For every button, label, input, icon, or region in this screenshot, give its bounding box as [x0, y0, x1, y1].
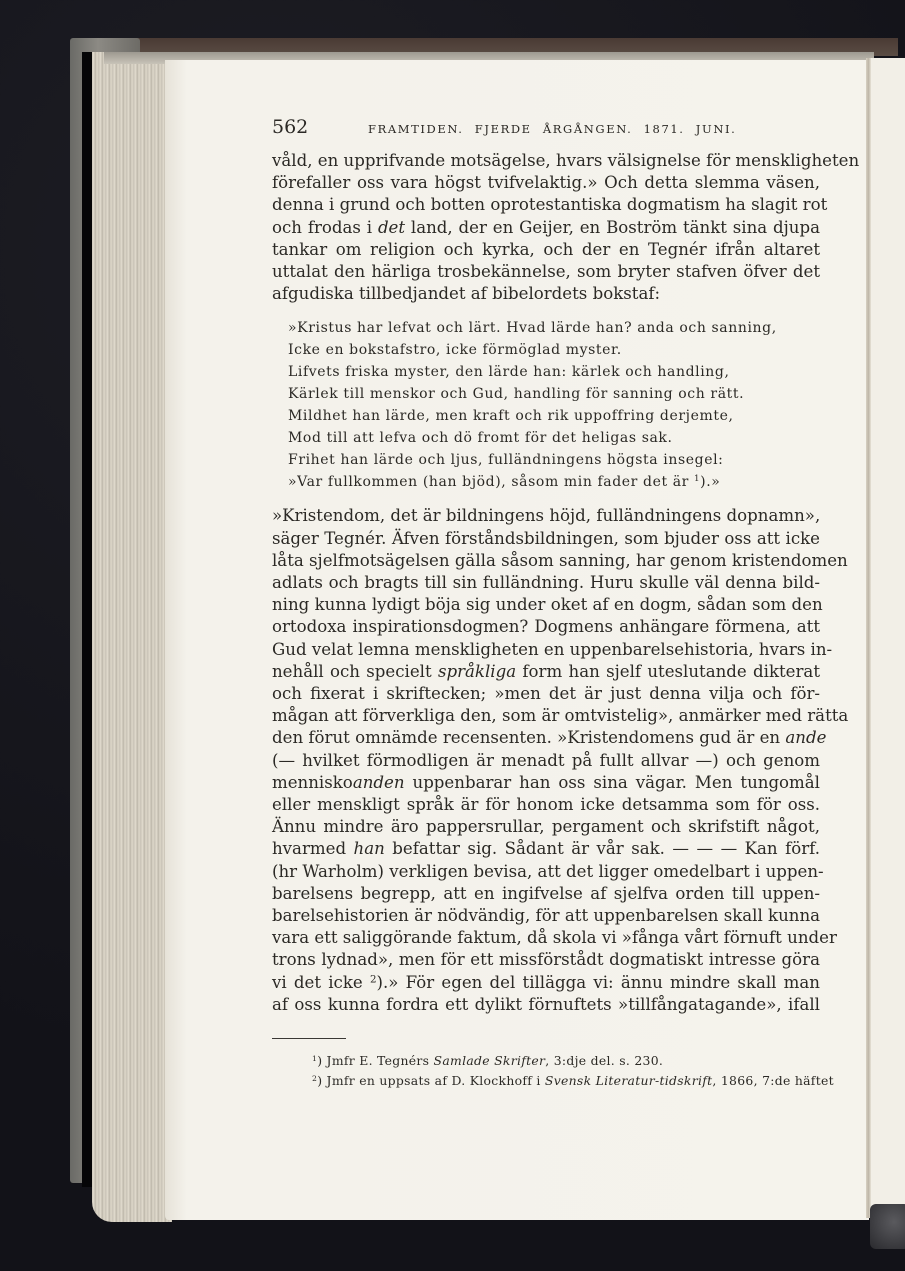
text-line: (— hvilket förmodligen är menadt på fullt allvar —) och genom	[272, 750, 820, 770]
text-line: ning kunna lydigt böja sig under oket af en dogm, sådan som den	[272, 595, 823, 615]
text-line: tankar om religion och kyrka, och der en Tegnér ifrån altaret	[272, 239, 820, 259]
text-line: Ännu mindre äro pappersrullar, pergament och skrifstift något,	[272, 817, 820, 837]
footnotes	[272, 1051, 834, 1091]
text-line: barelsens begrepp, att en ingifvelse af sjelfva orden till uppen-	[272, 883, 820, 903]
text-line: menniskoanden uppenbarar han oss sina vägar. Men tungomål	[272, 772, 820, 792]
text-line: och fixerat i skriftecken; »men det är just denna vilja och för-	[272, 684, 820, 704]
poem-quote	[288, 317, 820, 493]
text-line: ortodoxa inspirationsdogmen? Dogmens anhängare förmena, att	[272, 617, 820, 637]
poem-line: Frihet han lärde och ljus, fulländningens högsta insegel:	[288, 452, 724, 469]
text-line: låta sjelfmotsägelsen gälla såsom sanning, har genom kristendomen	[272, 550, 848, 570]
running-head-title: FRAMTIDEN. FJERDE ÅRGÅNGEN. 1871. JUNI.	[368, 122, 737, 136]
poem-line: Mildhet han lärde, men kraft och rik uppoffring derjemte,	[288, 408, 734, 425]
poem-line: Icke en bokstafstro, icke förmöglad myster.	[288, 342, 622, 359]
poem-line: Mod till att lefva och dö fromt för det heligas sak.	[288, 430, 673, 447]
footnote-ref-2[interactable]: 2	[369, 973, 377, 986]
poem-line: »Var fullkommen (han bjöd), såsom min fader det är $^1$).»	[288, 474, 721, 491]
facing-page	[871, 58, 905, 1208]
footnote-2: $^2$) Jmfr en uppsats af D. Klockhoff i Svensk Literatur-tidskrift, 1866, 7:de häftet	[312, 1073, 834, 1089]
text-line: adlats och bragts till sin fulländning. Huru skulle väl denna bild-	[272, 573, 820, 593]
text-line: barelsehistorien är nödvändig, för att uppenbarelsen skall kunna	[272, 906, 821, 926]
text-line: mågan att förverkliga den, som är omtvistelig», anmärker med rätta	[272, 706, 849, 726]
text-line: denna i grund och botten oprotestantiska dogmatism ha slagit rot	[272, 195, 828, 215]
footnote-ref-1[interactable]: 1	[694, 474, 701, 485]
page-content	[272, 116, 860, 1091]
poem-line: »Kristus har lefvat och lärt. Hvad lärde han? anda och sanning,	[288, 320, 777, 337]
text-line: förefaller oss vara högst tvifvelaktig.» Och detta slemma väsen,	[272, 173, 820, 193]
text-line: »Kristendom, det är bildningens höjd, fulländningens dopnamn»,	[272, 506, 821, 526]
text-line: vara ett saliggörande faktum, då skola vi »fånga vårt förnuft under	[272, 928, 837, 948]
footnote-1: $^1$) Jmfr E. Tegnérs Samlade Skrifter, 3:dje del. s. 230.	[312, 1053, 664, 1069]
page-stack-edge	[92, 52, 172, 1222]
text-line: den förut omnämde recensenten. »Kristendomens gud är en ande	[272, 728, 827, 748]
poem-line: Lifvets friska myster, den lärde han: kärlek och handling,	[288, 364, 730, 381]
page-number: 562	[272, 116, 309, 138]
text-line: Gud velat lemna menskligheten en uppenbarelsehistoria, hvars in-	[272, 639, 833, 659]
book-clasp	[870, 1204, 905, 1249]
text-line: trons lydnad», men för ett missförstådt dogmatiskt intresse göra	[272, 950, 820, 970]
paragraph-2	[272, 505, 849, 1016]
text-line: eller menskligt språk är för honom icke detsamma som för oss.	[272, 795, 820, 815]
text-line: (hr Warholm) verkligen bevisa, att det ligger omedelbart i uppen-	[272, 861, 824, 881]
text-line: säger Tegnér. Äfven förståndsbildningen, som bjuder oss att icke	[272, 528, 820, 548]
text-line: uttalat den härliga trosbekännelse, som bryter stafven öfver det	[272, 262, 820, 282]
text-line: nehåll och specielt språkliga form han sjelf uteslutande dikterat	[272, 661, 820, 681]
footnote-divider	[272, 1038, 346, 1039]
paragraph-1	[272, 150, 860, 305]
text-line: hvarmed han befattar sig. Sådant är vår sak. — — — Kan förf.	[272, 839, 820, 859]
running-head	[272, 116, 820, 138]
text-line: afgudiska tillbedjandet af bibelordets bokstaf:	[272, 284, 661, 304]
text-line: och frodas i det land, der en Geijer, en Boström tänkt sina djupa	[272, 217, 821, 237]
text-line: vi det icke $^2$).» För egen del tillägga vi: ännu mindre skall man	[272, 972, 820, 992]
poem-line: Kärlek till menskor och Gud, handling för sanning och rätt.	[288, 386, 745, 403]
text-line: af oss kunna fordra ett dylikt förnuftets »tillfångatagande», ifall	[272, 994, 820, 1014]
text-line: våld, en upprifvande motsägelse, hvars välsignelse för menskligheten	[272, 151, 860, 170]
